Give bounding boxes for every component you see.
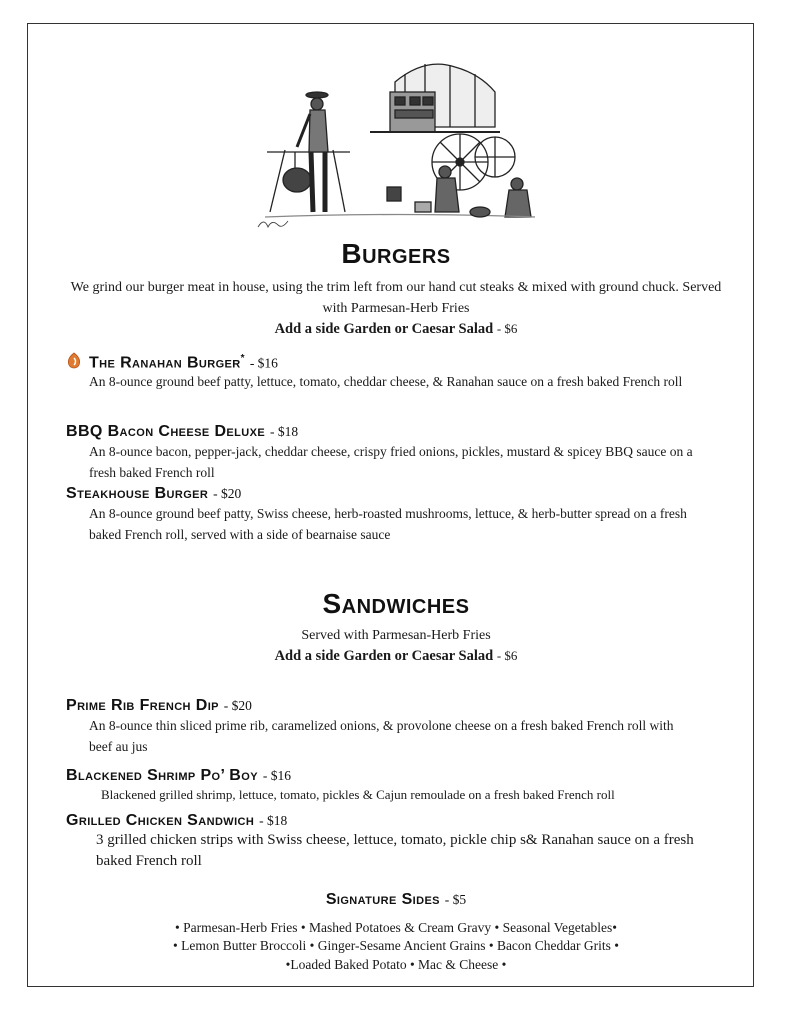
sandwiches-add-side	[0, 648, 792, 665]
item-title: The Ranahan Burger	[89, 354, 241, 372]
sides-title: Signature Sides	[325, 891, 440, 908]
item-title: Prime Rib French Dip	[66, 697, 219, 714]
item-price: - $18	[269, 424, 299, 439]
add-side-label: Add a side Garden or Caesar Salad	[274, 321, 494, 337]
menu-item-description: An 8-ounce thin sliced prime rib, caramelized onions, & provolone cheese on a fresh baked French roll with beef au jus	[89, 718, 674, 754]
menu-item-description: An 8-ounce bacon, pepper-jack, cheddar cheese, crispy fried onions, pickles, mustard & spicey BBQ sauce on a fresh baked French roll	[89, 444, 693, 480]
menu-item-name	[66, 485, 241, 503]
sides-line: • Parmesan-Herb Fries • Mashed Potatoes & Cream Gravy • Seasonal Vegetables•	[175, 920, 617, 935]
burgers-intro: We grind our burger meat in house, using the trim left from our hand cut steaks & mixed with ground chuck. Served with Parmesan-Herb Fries	[70, 280, 722, 316]
menu-item-description: An 8-ounce ground beef patty, lettuce, tomato, cheddar cheese, & Ranahan sauce on a fresh baked French roll	[89, 374, 683, 389]
sides-price: - $5	[444, 892, 467, 907]
item-price: - $20	[213, 486, 242, 501]
chuckwagon-illustration	[255, 52, 540, 232]
menu-item-name	[66, 767, 291, 785]
item-price: - $18	[259, 813, 288, 828]
sides-heading	[0, 891, 792, 909]
sides-line: •Loaded Baked Potato • Mac & Cheese •	[285, 957, 507, 972]
burgers-title: Burgers	[341, 238, 451, 269]
signature-pepper-icon	[66, 352, 82, 370]
add-side-price: - $6	[496, 321, 518, 336]
item-price: - $20	[223, 698, 252, 713]
sides-line: • Lemon Butter Broccoli • Ginger-Sesame Ancient Grains • Bacon Cheddar Grits •	[172, 938, 620, 953]
item-price: - $16	[262, 768, 291, 783]
add-side-price: - $6	[496, 648, 518, 663]
menu-item-name	[66, 423, 298, 441]
item-price: - $16	[249, 355, 278, 371]
item-title: Grilled Chicken Sandwich	[66, 812, 255, 829]
menu-item-name	[89, 353, 278, 372]
item-title: Steakhouse Burger	[66, 485, 209, 502]
menu-item-name	[66, 812, 287, 830]
item-title: Blackened Shrimp Po’ Boy	[66, 767, 258, 784]
item-title: BBQ Bacon Cheese Deluxe	[66, 423, 266, 440]
menu-item-description: 3 grilled chicken strips with Swiss cheese, lettuce, tomato, pickle chip s& Ranahan sauce on a fresh baked French roll	[96, 832, 694, 869]
menu-item-description: An 8-ounce ground beef patty, Swiss cheese, herb-roasted mushrooms, lettuce, & herb-butter spread on a fresh baked French roll, served with a side of bearnaise sauce	[89, 506, 687, 542]
burgers-add-side	[0, 321, 792, 338]
sandwiches-title: Sandwiches	[322, 588, 470, 619]
item-mark: *	[240, 353, 245, 364]
menu-item-name	[66, 697, 252, 715]
sandwiches-intro: Served with Parmesan-Herb Fries	[301, 628, 491, 643]
menu-item-description: Blackened grilled shrimp, lettuce, tomato, pickles & Cajun remoulade on a fresh baked French roll	[101, 787, 615, 802]
add-side-label: Add a side Garden or Caesar Salad	[274, 648, 494, 664]
